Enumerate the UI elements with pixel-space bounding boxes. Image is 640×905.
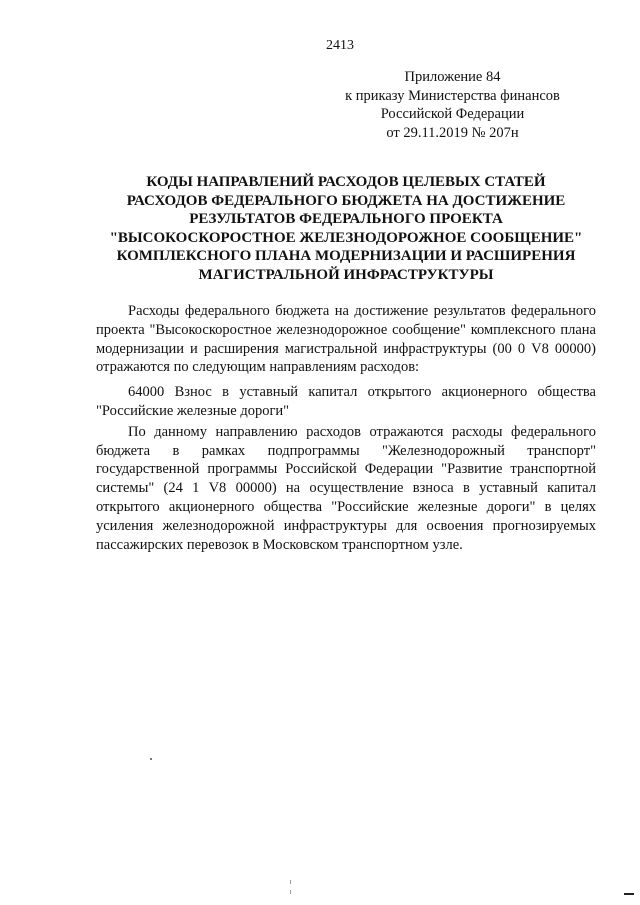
paragraph-intro: Расходы федерального бюджета на достижение результатов федерального проекта "Высокоскоростное железнодорожное сообщение" комплексного плана модернизации и расширения магистральной инфраструктуры (00 0 V8 00000) отражаются по следующим направлениям расходов: <box>96 303 596 376</box>
appendix-line-2: к приказу Министерства финансов <box>345 87 560 104</box>
paragraph-description: По данному направлению расходов отражаются расходы федерального бюджета в рамках подпрограммы "Железнодорожный транспорт" государственной программы Российской Федерации "Развитие транспортной системы" (24 1 V8 00000) на осуществление взноса в уставный капитал открытого акционерного общества "Российские железные дороги" в целях усиления железнодорожной инфраструктуры для освоения прогнозируемых пассажирских перевозок в Московском транспортном узле. <box>96 423 596 553</box>
appendix-header <box>340 68 565 142</box>
scan-artifact-dot <box>150 758 152 760</box>
page-number: 2413 <box>326 38 354 53</box>
document-body <box>96 302 596 556</box>
paragraph-code-64000: 64000 Взнос в уставный капитал открытого акционерного общества "Российские железные дороги" <box>96 384 596 419</box>
scan-artifact-edge <box>624 893 634 895</box>
title-line-2: РАСХОДОВ ФЕДЕРАЛЬНОГО БЮДЖЕТА НА ДОСТИЖЕНИЕ <box>126 192 566 209</box>
scan-artifact-tick-1 <box>290 880 291 884</box>
appendix-line-4: от 29.11.2019 № 207н <box>386 124 519 141</box>
title-line-4: "ВЫСОКОСКОРОСТНОЕ ЖЕЛЕЗНОДОРОЖНОЕ СООБЩЕНИЕ" <box>109 229 583 246</box>
appendix-line-1: Приложение 84 <box>404 69 501 85</box>
document-title <box>96 173 596 284</box>
title-line-3: РЕЗУЛЬТАТОВ ФЕДЕРАЛЬНОГО ПРОЕКТА <box>189 211 503 227</box>
appendix-line-3: Российской Федерации <box>380 106 525 122</box>
title-line-6: МАГИСТРАЛЬНОЙ ИНФРАСТРУКТУРЫ <box>198 266 494 283</box>
scan-artifact-tick-2 <box>290 890 291 894</box>
title-line-5: КОМПЛЕКСНОГО ПЛАНА МОДЕРНИЗАЦИИ И РАСШИРЕНИЯ <box>116 248 576 264</box>
title-line-1: КОДЫ НАПРАВЛЕНИЙ РАСХОДОВ ЦЕЛЕВЫХ СТАТЕЙ <box>146 174 546 190</box>
